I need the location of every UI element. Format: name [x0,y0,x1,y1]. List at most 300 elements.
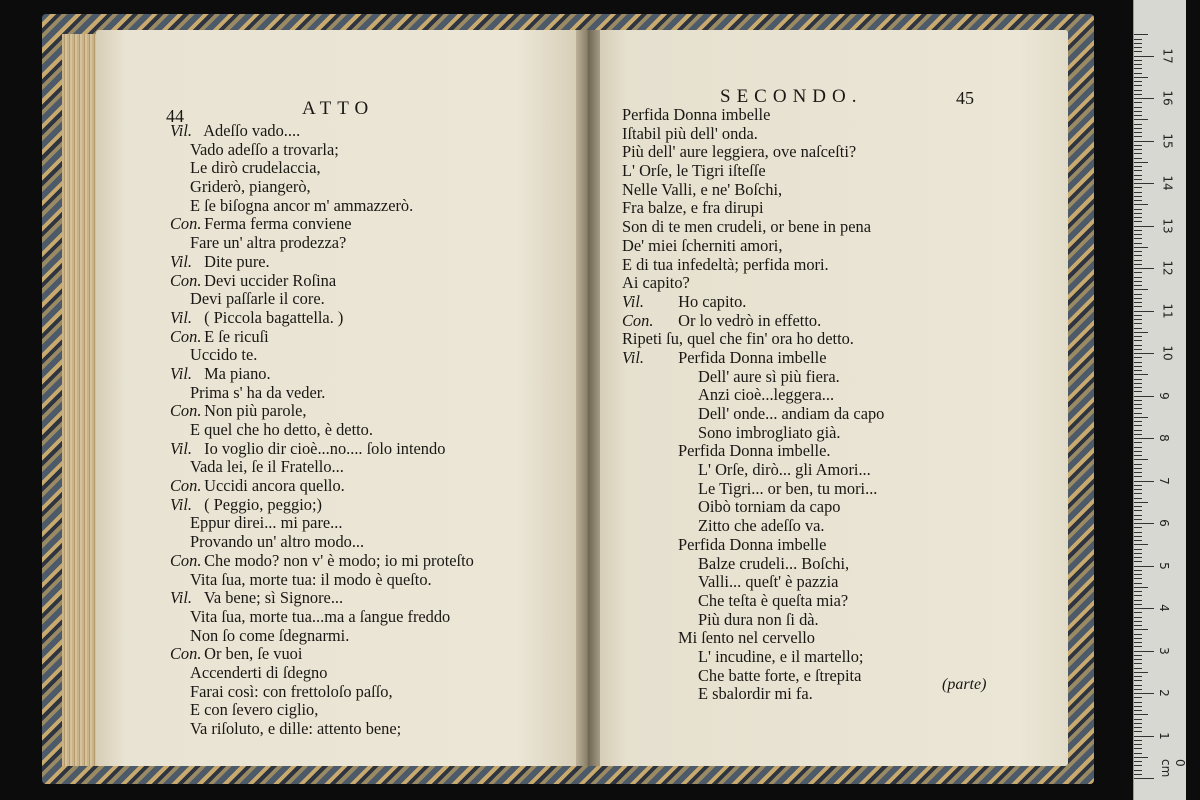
ruler-tick [1134,68,1142,69]
ruler-tick [1134,51,1142,52]
ruler-tick [1134,128,1142,129]
speaker-label: Con. [170,270,202,290]
left-page-line [170,627,580,646]
line-text: Provando un' altro modo... [190,532,365,552]
ruler-tick [1134,81,1142,82]
ruler-tick [1134,578,1142,579]
ruler-tick [1134,311,1154,312]
ruler-tick [1134,587,1148,588]
ruler-mark-label: 17 [1160,47,1175,64]
ruler-tick [1134,425,1142,426]
ruler-tick [1134,451,1142,452]
left-page-line [170,589,580,608]
ruler-mark-label: 4 [1156,604,1171,612]
left-page [96,30,592,766]
ruler-tick [1134,370,1142,371]
ruler-tick [1134,332,1148,333]
ruler-mark-label: 8 [1156,434,1171,442]
right-page-text [622,106,1002,704]
ruler-tick [1134,64,1142,65]
speaker-label: Con. [622,310,654,330]
line-text: E quel che ho detto, è detto. [190,420,373,439]
ruler-tick [1134,459,1148,460]
ruler-tick [1134,706,1142,707]
ruler-tick [1134,702,1142,703]
ruler-tick [1134,595,1142,596]
line-text: Devi paſſarle il core. [190,289,325,309]
speaker-label: Vil. [170,438,193,458]
line-text: ( Peggio, peggio;) [204,494,323,514]
ruler-tick [1134,557,1142,558]
ruler-tick [1134,115,1142,116]
line-text: Le Tigri... or ben, tu mori... [698,478,878,498]
ruler-tick [1134,710,1142,711]
right-page-line [622,424,1002,443]
ruler-tick [1134,323,1142,324]
ruler-tick [1134,608,1154,609]
left-page-line [170,496,580,515]
line-text: Ho capito. [678,291,747,311]
line-text: Fare un' altra prodezza? [190,233,347,253]
ruler-tick [1134,753,1142,754]
line-text: Più dura non ſi dà. [698,609,819,629]
left-page-line [170,197,580,216]
line-text: Dell' onde... andiam da capo [698,404,885,423]
line-text: E di tua infedeltà; perfida mori. [622,254,829,274]
line-text: Or ben, ſe vuoi [204,644,303,664]
ruler-tick [1134,583,1142,584]
ruler-tick [1134,765,1142,766]
ruler-tick [1134,340,1142,341]
right-page-line [622,256,1002,275]
line-text: Mi ſento nel cervello [678,628,815,648]
ruler-tick [1134,285,1142,286]
line-text: Anzi cioè...leggera... [698,385,835,405]
right-page-line [622,386,1002,405]
speaker-label: Con. [170,326,202,346]
ruler-tick [1134,481,1154,482]
ruler-tick [1134,85,1142,86]
ruler-tick [1134,634,1142,635]
right-page-line [622,498,1002,517]
ruler-tick [1134,646,1142,647]
ruler-tick [1134,527,1142,528]
ruler-tick [1134,455,1142,456]
ruler-tick [1134,498,1142,499]
ruler-mark-label: 3 [1156,646,1171,655]
ruler-tick [1134,612,1142,613]
ruler-tick [1134,268,1154,269]
ruler-tick [1134,47,1142,48]
ruler-tick [1134,119,1148,120]
line-text: Vado adeſſo a trovarla; [190,139,339,159]
ruler-tick [1134,98,1154,99]
right-page-line [622,125,1002,144]
line-text: E ſe biſogna ancor m' ammazzerò. [190,195,414,215]
ruler-tick [1134,345,1142,346]
line-text: Griderò, piangerò, [190,177,311,197]
left-page-line [170,346,580,365]
line-text: Uccidi ancora quello. [204,476,345,496]
right-page-line [622,442,1002,461]
ruler-tick [1134,740,1142,741]
line-text: Son di te men crudeli, or bene in pena [622,217,871,237]
ruler-tick [1134,544,1148,545]
speaker-label: Vil. [622,347,645,367]
ruler-tick [1134,536,1142,537]
ruler-tick [1134,604,1142,605]
speaker-label: Con. [170,550,202,570]
ruler-tick [1134,39,1142,40]
speaker-label: Vil. [170,494,193,514]
line-text: Più dell' aure leggiera, ove naſceſti? [622,142,857,162]
line-text: Le dirò crudelaccia, [190,158,321,178]
line-text: E con ſevero ciglio, [190,700,319,720]
line-text: ( Piccola bagattella. ) [204,307,344,327]
ruler-tick [1134,102,1142,103]
ruler-tick [1134,408,1142,409]
ruler-tick [1134,761,1142,762]
line-text: L' Orſe, le Tigri iſteſſe [622,161,766,181]
left-page-text [170,122,580,739]
ruler-tick [1134,502,1148,503]
line-text: Io voglio dir cioè...no.... ſolo intendo [204,438,446,458]
right-page [588,30,1068,766]
ruler-tick [1134,532,1142,533]
ruler-tick [1134,272,1142,273]
line-text: Che teſta è queſta mia? [698,590,849,610]
line-text: L' incudine, e il martello; [698,646,864,666]
left-page-line [170,683,580,702]
ruler-tick [1134,196,1142,197]
measuring-ruler [1133,0,1186,800]
ruler-tick [1134,485,1142,486]
line-text: Che batte forte, e ſtrepita [698,665,862,685]
ruler-tick [1134,136,1142,137]
ruler-tick [1134,166,1142,167]
ruler-mark-label: 16 [1160,90,1175,106]
line-text: Prima s' ha da veder. [190,382,326,402]
line-text: E sbalordir mi fa. [698,684,813,704]
ruler-tick [1134,774,1142,775]
ruler-tick [1134,574,1142,575]
left-page-line [170,141,580,160]
ruler-tick [1134,383,1142,384]
ruler-tick [1134,192,1142,193]
line-text: Eppur direi... mi pare... [190,513,343,533]
ruler-tick [1134,111,1142,112]
ruler-tick [1134,391,1142,392]
ruler-tick [1134,659,1142,660]
right-page-line [622,181,1002,200]
left-page-line [170,477,580,496]
ruler-tick [1134,209,1142,210]
right-page-line [622,162,1002,181]
ruler-tick [1134,387,1142,388]
ruler-tick [1134,362,1142,363]
line-text: Accenderti di ſdegno [190,662,328,682]
ruler-mark-label: 10 [1160,345,1175,361]
left-page-line [170,514,580,533]
ruler-tick [1134,464,1142,465]
ruler-tick [1134,247,1148,248]
ruler-tick [1134,379,1142,380]
ruler-tick [1134,663,1142,664]
right-page-line [622,611,1002,630]
ruler-tick [1134,217,1142,218]
ruler-tick [1134,570,1142,571]
right-page-line [622,592,1002,611]
ruler-tick [1134,141,1154,142]
left-page-line [170,664,580,683]
line-text: Sono imbrogliato già. [698,422,841,442]
ruler-tick [1134,421,1142,422]
left-page-line [170,533,580,552]
ruler-tick [1134,651,1154,652]
left-page-line [170,458,580,477]
right-page-line [622,517,1002,536]
line-text: Ferma ferma conviene [204,214,352,234]
ruler-tick [1134,430,1142,431]
ruler-tick [1134,727,1142,728]
ruler-tick [1134,719,1142,720]
ruler-tick [1134,693,1154,694]
right-page-line [622,648,1002,667]
ruler-tick [1134,306,1142,307]
line-text: Perfida Donna imbelle. [678,441,831,461]
ruler-tick [1134,328,1142,329]
right-page-line [622,368,1002,387]
ruler-tick [1134,553,1142,554]
right-page-line [622,573,1002,592]
ruler-tick [1134,238,1142,239]
ruler-tick [1134,540,1142,541]
speaker-label: Con. [170,401,202,421]
ruler-tick [1134,668,1142,669]
ruler-tick [1134,404,1142,405]
ruler-mark-label: 1 [1156,731,1171,740]
ruler-tick [1134,591,1142,592]
ruler-tick [1134,413,1142,414]
speaker-label: Vil. [170,121,193,140]
line-text: Vita ſua, morte tua...ma a ſangue freddo [190,606,451,626]
ruler-tick [1134,149,1142,150]
ruler-tick [1134,34,1148,35]
left-page-line [170,122,580,141]
ruler-tick [1134,107,1142,108]
line-text: Nelle Valli, e ne' Boſchi, [622,179,783,199]
ruler-tick [1134,255,1142,256]
ruler-tick [1134,43,1142,44]
ruler-mark-label: 6 [1156,519,1171,527]
ruler-tick [1134,396,1154,397]
ruler-mark-label: 12 [1160,260,1175,276]
ruler-tick [1134,179,1142,180]
line-text: Va riſoluto, e dille: attento bene; [190,719,402,738]
ruler-tick [1134,549,1142,550]
line-text: Non più parole, [204,401,307,421]
ruler-unit-label: 0 cm [1159,759,1187,778]
ruler-tick [1134,294,1142,295]
ruler-tick [1134,90,1142,91]
ruler-tick [1134,731,1142,732]
ruler-mark-label: 11 [1160,302,1175,319]
ruler-tick [1134,685,1142,686]
left-page-line [170,421,580,440]
ruler-tick [1134,489,1142,490]
ruler-tick [1134,319,1142,320]
ruler-tick [1134,94,1142,95]
ruler-tick [1134,132,1142,133]
ruler-tick [1134,697,1142,698]
ruler-mark-label: 14 [1160,175,1175,191]
line-text: Vada lei, ſe il Fratello... [190,457,344,477]
line-text: Perfida Donna imbelle [678,534,827,554]
ruler-tick [1134,519,1142,520]
line-text: Fra balze, e fra dirupi [622,198,764,218]
left-page-line [170,384,580,403]
ruler-tick [1134,175,1142,176]
ruler-tick [1134,251,1142,252]
left-page-line [170,402,580,421]
left-page-line [170,365,580,384]
ruler-tick [1134,434,1142,435]
ruler-tick [1134,234,1142,235]
ruler-tick [1134,629,1148,630]
ruler-tick [1134,723,1142,724]
left-page-line [170,328,580,347]
ruler-tick [1134,353,1154,354]
ruler-tick [1134,315,1142,316]
left-page-line [170,645,580,664]
book-gutter [576,30,600,766]
ruler-tick [1134,302,1142,303]
ruler-tick [1134,183,1154,184]
ruler-tick [1134,417,1148,418]
ruler-tick [1134,689,1142,690]
line-text: Dite pure. [204,251,270,271]
ruler-tick [1134,680,1142,681]
ruler-tick [1134,200,1142,201]
ruler-mark-label: 7 [1156,476,1171,485]
left-page-number: 44 [166,106,184,126]
left-page-line [170,178,580,197]
ruler-tick [1134,281,1142,282]
ruler-tick [1134,336,1142,337]
ruler-tick [1134,515,1142,516]
ruler-tick [1134,56,1154,57]
ruler-tick [1134,289,1148,290]
right-page-line [622,536,1002,555]
left-page-line [170,290,580,309]
ruler-tick [1134,145,1142,146]
ruler-tick [1134,600,1142,601]
right-page-line [622,312,1002,331]
ruler-tick [1134,510,1142,511]
left-page-line [170,720,580,739]
right-page-line [622,405,1002,424]
ruler-tick [1134,298,1142,299]
ruler-tick [1134,642,1142,643]
line-text: Or lo vedrò in effetto. [678,310,822,330]
left-page-header: ATTO [302,98,375,119]
line-text: Perfida Donna imbelle [678,347,827,367]
ruler-tick [1134,349,1142,350]
left-page-line [170,234,580,253]
speaker-label: Vil. [170,363,193,383]
right-page-line [622,461,1002,480]
ruler-tick [1134,226,1154,227]
ruler-tick [1134,162,1148,163]
right-page-line [622,274,1002,293]
line-text: Oibò torniam da capo [698,497,841,517]
left-page-line [170,215,580,234]
ruler-tick [1134,60,1142,61]
ruler-tick [1134,438,1154,439]
speaker-label: Con. [170,214,202,234]
line-text: Zitto che adeſſo va. [698,516,825,536]
right-page-line [622,480,1002,499]
left-page-line [170,309,580,328]
ruler-tick [1134,442,1142,443]
line-text: Dell' aure sì più fiera. [698,366,840,386]
ruler-tick [1134,714,1148,715]
ruler-tick [1134,744,1142,745]
line-text: Va bene; sì Signore... [203,588,344,608]
line-text: Devi uccider Roſina [204,270,337,290]
left-page-line [170,159,580,178]
right-page-line [622,349,1002,368]
ruler-tick [1134,736,1154,737]
stage-direction-exit: (parte) [942,676,987,693]
ruler-tick [1134,506,1142,507]
ruler-tick [1134,221,1142,222]
left-page-line [170,701,580,720]
ruler-tick [1134,213,1142,214]
right-page-number: 45 [956,88,974,108]
ruler-tick [1134,676,1142,677]
ruler-tick [1134,655,1142,656]
right-page-line [622,330,1002,349]
right-page-line [622,629,1002,648]
speaker-label: Con. [170,644,202,664]
speaker-label: Vil. [170,588,193,608]
right-page-header: SECONDO. [720,86,863,107]
ruler-tick [1134,468,1142,469]
ruler-mark-label: 15 [1160,132,1175,149]
ruler-tick [1134,493,1142,494]
left-page-line [170,571,580,590]
ruler-mark-label: 13 [1160,217,1175,234]
ruler-tick [1134,561,1142,562]
ruler-tick [1134,625,1142,626]
ruler-tick [1134,230,1142,231]
speaker-label: Vil. [170,307,193,327]
line-text: Vita ſua, morte tua: il modo è queſto. [190,569,432,589]
line-text: Ai capito? [622,273,690,293]
ruler-tick [1134,73,1142,74]
right-page-line [622,293,1002,312]
line-text: Non ſo come ſdegnarmi. [190,625,350,645]
right-page-line [622,218,1002,237]
ruler-tick [1134,672,1148,673]
line-text: Farai così: con frettoloſo paſſo, [190,681,393,701]
ruler-tick [1134,277,1142,278]
ruler-tick [1134,187,1142,188]
ruler-tick [1134,264,1142,265]
line-text: Ma piano. [204,363,271,383]
ruler-tick [1134,770,1142,771]
